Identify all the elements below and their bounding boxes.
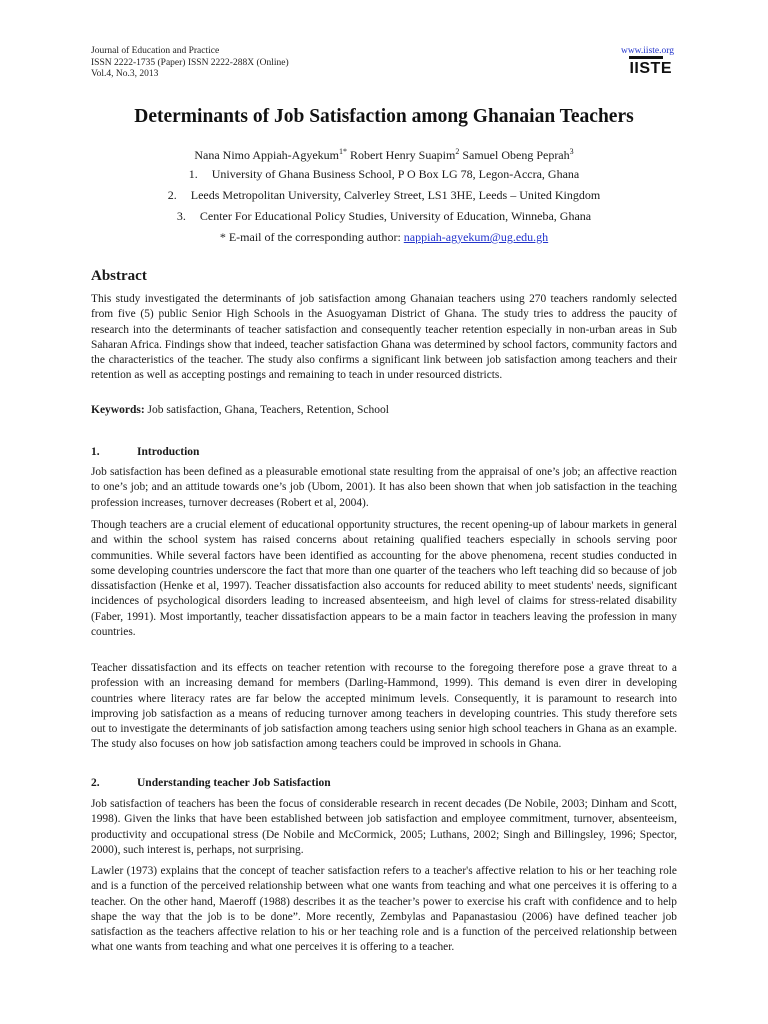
author-name: Nana Nimo Appiah-Agyekum (194, 148, 339, 162)
author-name: Robert Henry Suapim (350, 148, 456, 162)
website-link[interactable]: www.iiste.org (620, 46, 674, 56)
journal-name: Journal of Education and Practice (91, 46, 220, 56)
abstract-heading: Abstract (91, 268, 147, 284)
journal-issn: ISSN 2222-1735 (Paper) ISSN 2222-288X (Online) (91, 57, 289, 68)
affiliation (0, 188, 768, 203)
section-title: Introduction (137, 446, 200, 458)
section-number: 2. (91, 777, 100, 789)
iiste-logo (629, 60, 672, 78)
paragraph: Job satisfaction of teachers has been the focus of considerable research in recent decades (De Nobile, 2003; Dinham and Scott, 1998). Given the links that have been established between job satisfaction and employee commitment, turnover, absenteeism, productivity and occupational stress (De Nobile and McCormick, 2005; Luthans, 2002; Singh and Billingsley, 1996; Spector, 2000), such interest is, perhaps, not surprising. (91, 798, 677, 856)
affiliation (0, 209, 768, 224)
logo-bar (629, 56, 663, 59)
affiliation-number: 2. (167, 188, 177, 202)
journal-volume: Vol.4, No.3, 2013 (91, 69, 159, 79)
section-number: 1. (91, 446, 100, 458)
author-sup: 3 (569, 147, 574, 156)
paragraph: Lawler (1973) explains that the concept of teacher satisfaction refers to a teacher's affective relation to his or her teaching role and is a function of the perceived relationship between what one wants from teaching and what one perceives it is offering to a teacher. On the other hand, Maeroff (1988) describes it as the teacher’s power to exercise his craft with confidence and to help shape the way that the job is to be done”. More recently, Zembylas and Papanastasiou (2006) have defined teacher job satisfaction as the teachers affective relation to his or her teaching role and is a function of the perceived relationship between what one wants from teaching and what one perceives it is offering to a teacher. (91, 865, 677, 954)
affiliation-number: 1. (188, 167, 198, 181)
keywords (91, 404, 389, 416)
author-list (0, 147, 768, 163)
affiliation (0, 167, 768, 182)
author-name: Samuel Obeng Peprah (462, 148, 570, 162)
affiliation-text: Center For Educational Policy Studies, University of Education, Winneba, Ghana (199, 209, 592, 223)
section-title: Understanding teacher Job Satisfaction (137, 777, 331, 789)
logo-text: IISTE (629, 60, 672, 77)
keywords-label: Keywords: (91, 404, 145, 416)
paragraph: Teacher dissatisfaction and its effects on teacher retention with recourse to the foregoing therefore pose a grave threat to a profession with an increasing demand for members (Darling-Hammond, 1999). This demand is even direr in developing countries where literacy rates are far below the accepted minimum levels. Consequently, it is paramount to research into improving job satisfaction as a means of reducing turnover among teachers in developing countries. This study therefore sets out to investigate the determinants of job satisfaction among teachers using senior high school teachers in Ghana as an example. The study also focuses on how job satisfaction among teachers could be improved in schools in Ghana. (91, 662, 677, 751)
author-sup: 2 (455, 147, 460, 156)
affiliation-number: 3. (176, 209, 186, 223)
section-heading-understanding (91, 777, 331, 789)
journal-info (91, 46, 289, 81)
paragraph: Job satisfaction has been defined as a pleasurable emotional state resulting from the appraisal of one’s job; an affective reaction to one’s job; and an attitude towards one’s job (Ubom, 2001). It has also been shown that when job satisfaction in the teaching profession increases, turnover decreases (Robert et al, 2004). (91, 466, 677, 509)
abstract-text: This study investigated the determinants of job satisfaction among Ghanaian teachers using 270 teachers randomly selected from five (5) public Senior High Schools in the Asuogyaman District of Ghana. The study tries to address the paucity of research into the determinants of teacher satisfaction and consequently teacher retention especially in non-urban areas in Sub Saharan Africa. Findings show that indeed, teacher satisfaction Ghana was determined by school factors, community factors and the characteristics of the teacher. The study also confirms a significant link between job satisfaction among teachers and their retention as well as accepting postings and remaining to teach in under resourced districts. (91, 293, 677, 382)
section-heading-introduction (91, 446, 199, 458)
affiliation-text: Leeds Metropolitan University, Calverley Street, LS1 3HE, Leeds – United Kingdom (190, 188, 601, 202)
paragraph: Though teachers are a crucial element of educational opportunity structures, the recent opening-up of labour markets in general and within the school system has raised concerns about retaining qualified teachers especially in schools serving poor communities. While several factors have been identified as accounting for the above phenomena, recent studies conducted in some developing countries underscore the fact that more than one quarter of the teachers who left teaching did so because of job dissatisfaction (Henke et al, 1997). Teacher dissatisfaction also accounts for reduced ability to meet students' needs, significant incidences of psychological disorders leading to increased absenteeism, and high level of claims for stress-related disability (Faber, 1991). Most importantly, teacher dissatisfaction appears to be a main factor in teachers leaving the profession in many countries. (91, 519, 677, 639)
corresponding-email (0, 230, 768, 245)
affiliation-text: University of Ghana Business School, P O Box LG 78, Legon-Accra, Ghana (211, 167, 580, 181)
paper-title: Determinants of Job Satisfaction among Ghanaian Teachers (134, 106, 634, 127)
author-sup: 1* (339, 147, 347, 156)
keywords-text: Job satisfaction, Ghana, Teachers, Retention, School (144, 404, 389, 416)
email-link[interactable]: nappiah-agyekum@ug.edu.gh (403, 230, 549, 244)
email-label: * E-mail of the corresponding author: (219, 230, 404, 244)
